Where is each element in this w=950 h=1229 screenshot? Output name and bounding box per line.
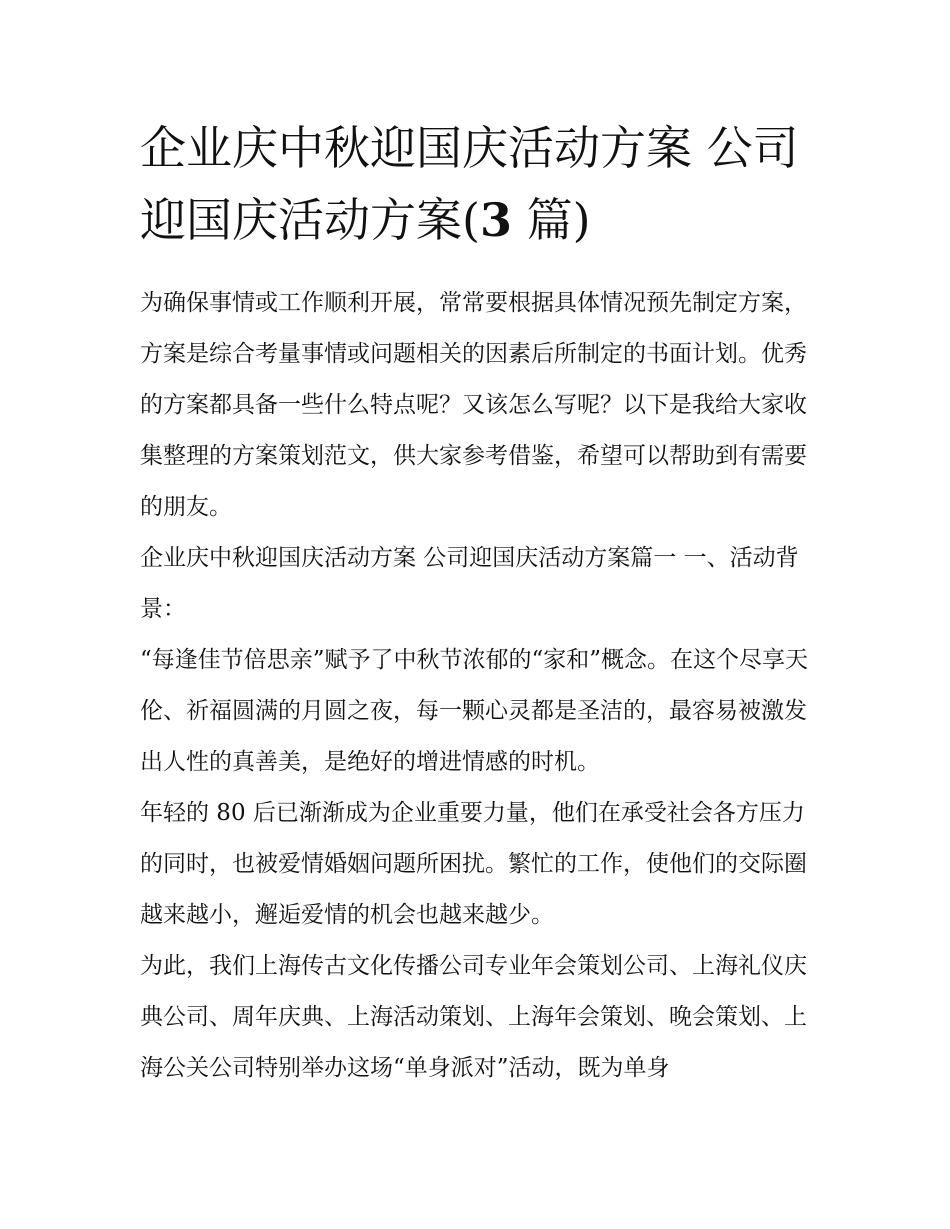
title-text-part1: 企业庆中秋迎国庆活动方案 公司迎国庆活动方案(	[140, 121, 799, 247]
title-count: 3	[479, 193, 512, 247]
document-body	[140, 278, 815, 1094]
paragraph-background-2: 年轻的 80 后已渐渐成为企业重要力量，他们在承受社会各方压力的同时，也被爱情婚姻问题所困扰。繁忙的工作，使他们的交际圈越来越小，邂逅爱情的机会也越来越少。	[140, 800, 807, 928]
title-text-part2: 篇)	[511, 193, 591, 247]
paragraph-section-heading: 企业庆中秋迎国庆活动方案 公司迎国庆活动方案篇一 一、活动背景：	[140, 545, 799, 622]
paragraph-background-1: “每逢佳节倍思亲”赋予了中秋节浓郁的“家和”概念。在这个尽享天伦、祈福圆满的月圆之夜，每一颗心灵都是圣洁的，最容易被激发出人性的真善美，是绝好的增进情感的时机。	[140, 647, 809, 775]
paragraph-background-3: 为此，我们上海传古文化传播公司专业年会策划公司、上海礼仪庆典公司、周年庆典、上海活动策划、上海年会策划、晚会策划、上海公关公司特别举办这场“单身派对”活动，既为单身	[140, 953, 807, 1081]
document-content	[140, 112, 815, 1094]
document-title	[140, 112, 815, 256]
paragraph-intro: 为确保事情或工作顺利开展，常常要根据具体情况预先制定方案，方案是综合考量事情或问题相关的因素后所制定的书面计划。优秀的方案都具备一些什么特点呢？又该怎么写呢？以下是我给大家收集整理的方案策划范文，供大家参考借鉴，希望可以帮助到有需要的朋友。	[140, 290, 807, 520]
